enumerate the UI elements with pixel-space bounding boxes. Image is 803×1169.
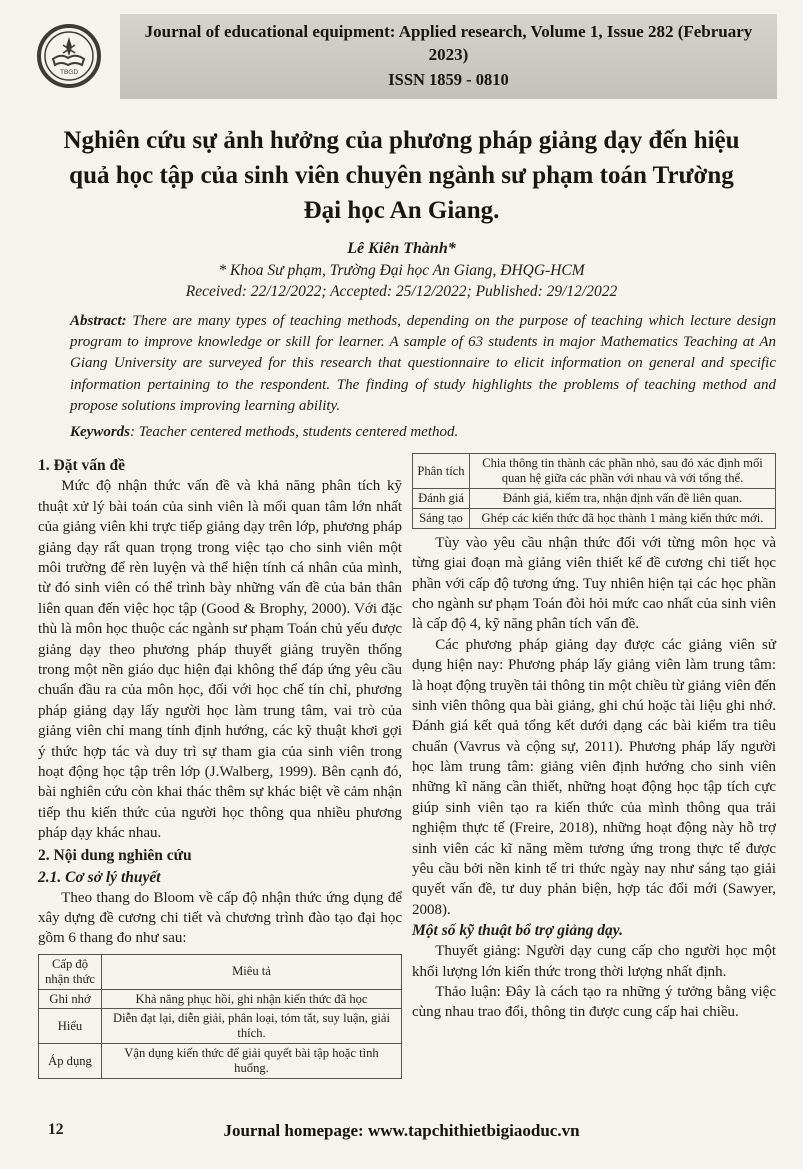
- keywords-block: [70, 422, 776, 443]
- table-row: [39, 1044, 402, 1079]
- desc-cell: Diễn đạt lại, diễn giải, phân loại, tóm tắt, suy luận, giải thích.: [102, 1009, 402, 1044]
- left-column: [38, 453, 402, 1078]
- table-header-row: [39, 954, 402, 989]
- journal-logo-icon: [36, 23, 102, 89]
- author-affiliation: * Khoa Sư phạm, Trường Đại học An Giang, ĐHQG-HCM: [218, 261, 585, 279]
- bloom-table: [38, 954, 402, 1079]
- footer-homepage: Journal homepage: www.tapchithietbigiaoduc.vn: [223, 1121, 580, 1140]
- level-header-cell: Cấp độ nhận thức: [39, 954, 102, 989]
- page-number: 12: [48, 1121, 64, 1138]
- keywords-text: : Teacher centered methods, students centered method.: [130, 424, 459, 441]
- desc-cell: Vận dụng kiến thức để giải quyết bài tập hoặc tình huống.: [102, 1044, 402, 1079]
- journal-title-line: Journal of educational equipment: Applied research, Volume 1, Issue 282 (February 2023): [144, 22, 753, 64]
- page-header: [36, 14, 777, 99]
- abstract-label: Abstract:: [70, 312, 127, 329]
- teaching-methods-paragraph: Các phương pháp giảng dạy được các giảng viên sử dụng hiện nay: Phương pháp lấy giảng viên làm trung tâm: là hoạt động truyền tải thông tin một chiều từ giảng viên đến sinh viên thông qua bài giảng, ghi chú hoặc tài liệu ghi nhớ. Đánh giá kết quả tổng kết dưới dạng các bài kiểm tra tiêu chuẩn (Vavrus và cộng sự, 2011). Phương pháp lấy người học làm trung tâm: giảng viên định hướng cho sinh viên những kĩ năng cần thiết, những hoạt động học tập tích cực giúp sinh viên tạo ra kiến thức của mình thông qua trải nghiệm thực tế (Freire, 2018), những hoạt động này hỗ trợ sinh viên các kĩ năng mềm tương ứng trong thực tế được yêu cầu bởi nền kinh tế tri thức ngày nay như sáng tạo giải quyết vấn đề, tư duy phản biện, hợp tác đổi mới (Sawyer, 2008).: [412, 636, 776, 918]
- table-row: [413, 454, 776, 489]
- author-name: Lê Kiên Thành*: [347, 239, 456, 257]
- right-column: [412, 453, 776, 1078]
- page-footer: [0, 1121, 803, 1143]
- submission-dates: Received: 22/12/2022; Accepted: 25/12/2022; Published: 29/12/2022: [185, 282, 618, 300]
- desc-cell: Khả năng phục hồi, ghi nhận kiến thức đã học: [102, 989, 402, 1009]
- desc-cell: Ghép các kiến thức đã học thành 1 mảng kiến thức mới.: [470, 508, 776, 528]
- discussion-paragraph: Thảo luận: Đây là cách tạo ra những ý tưởng bằng việc cùng nhau trao đổi, thông tin được cung cấp hai chiều.: [412, 984, 776, 1021]
- level-cell: Sáng tạo: [413, 508, 470, 528]
- svg-text:TBGD: TBGD: [59, 69, 79, 77]
- techniques-heading: Một số kỹ thuật bổ trợ giảng dạy.: [412, 922, 623, 940]
- subsection-heading-2-1: 2.1. Cơ sở lý thuyết: [38, 868, 161, 886]
- level-cell: Ghi nhớ: [39, 989, 102, 1009]
- level-cell: Phân tích: [413, 454, 470, 489]
- paper-title: Nghiên cứu sự ảnh hưởng của phương pháp giảng dạy đến hiệu quả học tập của sinh viên chuyên ngành sư phạm toán Trường Đại học An Giang.: [63, 126, 740, 224]
- cognitive-level-paragraph: Tùy vào yêu cầu nhận thức đối với từng môn học và từng giai đoạn mà giảng viên thiết kế đề cương chi tiết học phần với cấp độ tương ứng. Tuy nhiên hiện tại các học phần cho ngành sư phạm Toán đòi hỏi mức cao nhất của sinh viên là cấp độ 4, kỹ năng phân tích vấn đề.: [412, 534, 776, 633]
- level-cell: Hiểu: [39, 1009, 102, 1044]
- table-row: [39, 989, 402, 1009]
- journal-header-bar: [120, 14, 777, 99]
- abstract-text: There are many types of teaching methods, depending on the purpose of teaching which lecture design program to improve knowledge or skill for learner. A sample of 63 students in major Mathematics Teaching at An Giang University are surveyed for this research that questionnaire to elicit information on general and specific information pertaining to the respondent. The finding of study highlights the problems of teaching method and propose solutions improving learning ability.: [70, 312, 776, 415]
- keywords-label: Keywords: [70, 424, 130, 441]
- desc-cell: Chia thông tin thành các phần nhỏ, sau đó xác định mối quan hệ giữa các phần với nhau và với tổng thể.: [470, 454, 776, 489]
- section-heading-1: 1. Đặt vấn đề: [38, 457, 125, 475]
- issn-line: ISSN 1859 - 0810: [388, 69, 509, 89]
- abstract-block: [70, 311, 776, 417]
- desc-header-cell: Miêu tả: [102, 954, 402, 989]
- section-heading-2: 2. Nội dung nghiên cứu: [38, 847, 192, 865]
- table-row: [413, 489, 776, 509]
- desc-cell: Đánh giá, kiểm tra, nhận định vấn đề liên quan.: [470, 489, 776, 509]
- intro-paragraph: Mức độ nhận thức vấn đề và khả năng phân tích kỹ thuật xử lý bài toán của sinh viên là mối quan tâm lớn nhất của giảng viên khi trực tiếp giảng dạy trên lớp, phương pháp giảng dạy rất quan trọng trong việc tạo cho sinh viên một môi trường để rèn luyện và thể hiện tính cá nhân của mình, từ đó sinh viên có thể trình bày những vấn đề của bản thân liên quan đến việc học tập (Good & Brophy, 2000). Với đặc thù là môn học thuộc các ngành sư phạm Toán chủ yếu được giảng dạy theo phương pháp thuyết giảng truyền thống trong một nền giáo dục hiện đại không thể đáp ứng yêu cầu chuẩn đầu ra của môn học, đối với học chế tín chỉ, phương pháp giảng dạy lấy người học làm trung tâm, vai trò của giảng viên chỉ mang tính định hướng, các kỹ thuật khơi gợi ý thức hợp tác và duy trì sự tham gia của sinh viên trong hoạt động học tập trên lớp (J.Walberg, 1999). Bên cạnh đó, bài nghiên cứu còn khai thác thêm sự khác biệt về cảm nhận tiếp thu kiến thức của người học thông qua nhiều phương pháp dạy khác nhau.: [38, 478, 402, 842]
- table-row: [39, 1009, 402, 1044]
- bloom-intro-paragraph: Theo thang do Bloom về cấp độ nhận thức ứng dụng để xây dựng đề cương chi tiết và chương trình đào tạo đại học gồm 6 thang đo như sau:: [38, 889, 402, 947]
- level-cell: Đánh giá: [413, 489, 470, 509]
- body-columns: [38, 453, 776, 1078]
- bloom-table-continued: [412, 453, 776, 528]
- table-row: [413, 508, 776, 528]
- level-cell: Áp dụng: [39, 1044, 102, 1079]
- lecture-paragraph: Thuyết giảng: Người dạy cung cấp cho người học một khối lượng lớn kiến thức trong thời lượng nhất định.: [412, 943, 776, 980]
